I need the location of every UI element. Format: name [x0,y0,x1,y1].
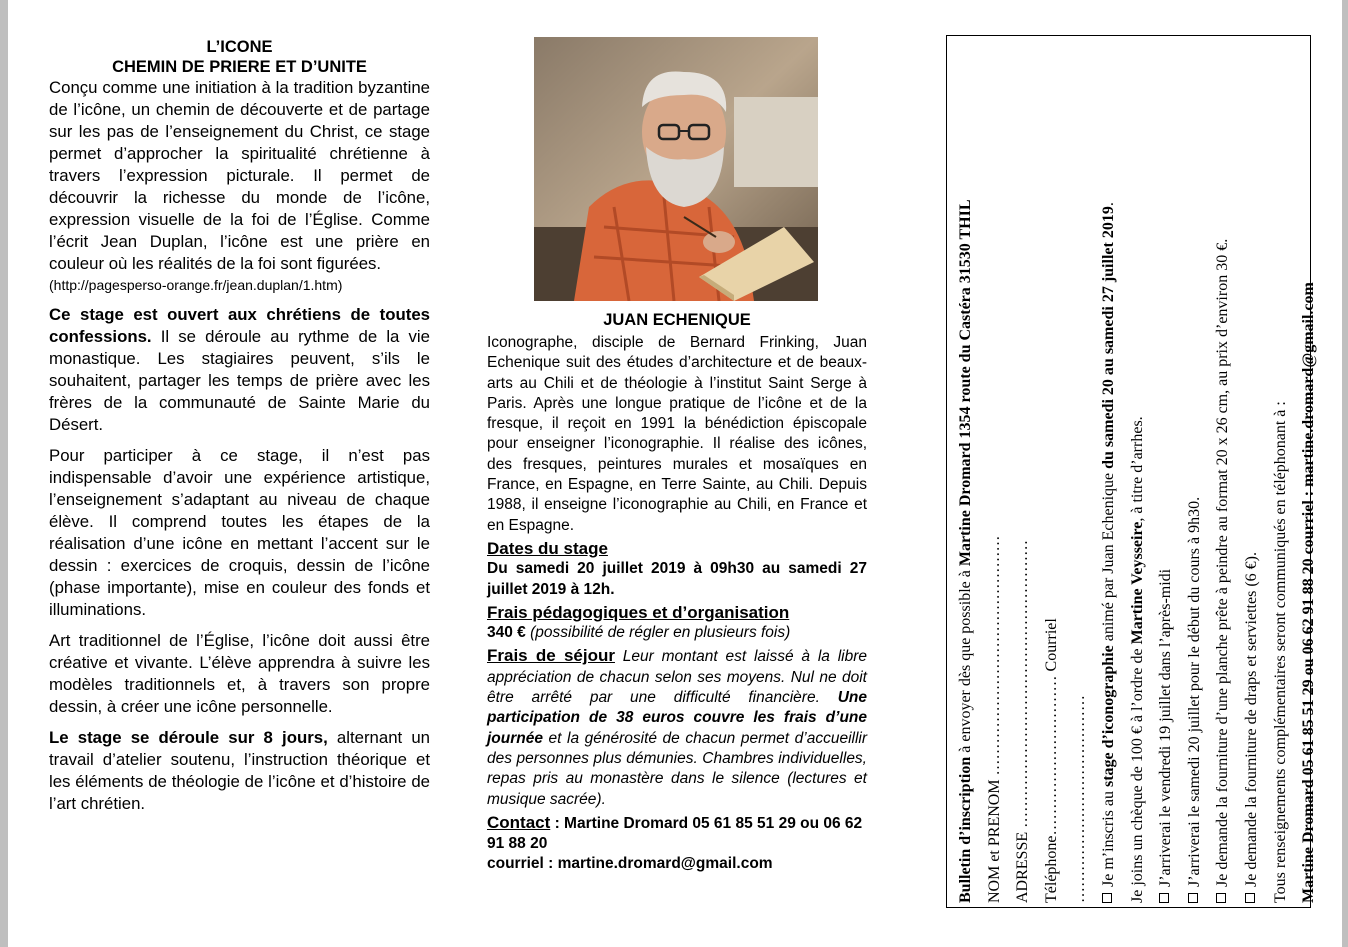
dates-heading: Dates du stage [487,538,608,558]
checkbox-icon[interactable] [1101,893,1111,903]
dates-text: Du samedi 20 juillet 2019 à 09h30 au samedi 27 juillet 2019 à 12h. [487,560,867,598]
option-arrive-saturday-text: J’arriverai le samedi 20 juillet pour le début du cours à 9h30. [1185,496,1203,887]
stay-text-1: Leur montant est laissé à la libre appréciation de chacun selon ses moyens. Nul ne doit être arrêté par une difficulté financière. [487,648,868,707]
participation-paragraph: Pour participer à ce stage, il n’est pas indispensable d’avoir une expérience artistique, l’enseignement s’adaptant au niveau de chaque élève. Il comprend toutes les étapes de la réalisation d’une icône en mettant l’accent sur le dessin : exercices de croquis, dessin de l’icône (phase importante), mise en couleur des fonds et illuminations. [49,446,430,619]
form-option-register[interactable] [1094,41,1123,903]
form-option-linen[interactable] [1237,41,1266,903]
form-info-line: Tous renseignements complémentaires seront communiqués en téléphonant à : [1271,400,1289,903]
artist-name: JUAN ECHENIQUE [603,311,751,329]
tradition-paragraph: Art traditionnel de l’Église, l’icône doit aussi être créative et vivante. L’élève apprendra à suivre les modèles traditionnels et, à travers son propre dessin, à créer une icône personnelle. [49,631,430,716]
form-option-arrive-saturday[interactable] [1180,41,1209,903]
window-frame-right [1342,0,1348,947]
contact-email: courriel : martine.dromard@gmail.com [487,855,773,873]
option-board-text: Je demande la fourniture d’une planche prête à peindre au format 20 x 26 cm, au prix d’environ 30 €. [1213,238,1231,887]
option-register-text-1: Je m’inscris au [1099,786,1117,887]
form-name-field[interactable]: NOM et PRENOM ……………………………………… [985,534,1003,903]
fees-note: (possibilité de régler en plusieurs fois) [525,624,791,642]
form-address-field[interactable]: ADRESSE ……………………………………………… [1013,539,1031,903]
option-register-text-2: animé par Juan Echenique [1099,468,1117,645]
form-option-board[interactable] [1209,41,1238,903]
artist-bio: Iconographe, disciple de Bernard Frinking, Juan Echenique suit des études d’architecture et de beaux-arts au Chili et de théologie à l’institut Saint Serge à Paris. Après une longue pratique de l’icône et de la fresque, il reçoit en 1991 la bénédiction épiscopale pour enseigner l’iconographie. Il réalise des icônes, des fresques, peintures murales et mosaïques en France, en Espagne, en Terre Sainte, au Chili. Depuis 1988, il enseigne l’iconographie au Chili, en France et en Espagne. [487,334,867,534]
form-deposit-line [1123,41,1152,903]
option-register-text-3: . [1099,201,1117,206]
duration-paragraph [49,727,430,815]
option-register-bold-2: du samedi 20 au samedi 27 juillet 2019 [1099,205,1117,469]
stay-heading: Frais de séjour [487,646,615,666]
deposit-text-1: Je joins un chèque de 100 € à l’ordre de [1128,643,1146,903]
deposit-text-2: , à titre d’arrhes. [1128,415,1146,522]
checkbox-icon[interactable] [1216,893,1226,903]
registration-form-content [952,41,1317,903]
duration-text: alternant un travail d’atelier soutenu, l’instruction théorique et les éléments de théologie de l’icône et d’histoire de l’art chrétien. [49,728,431,813]
iconographer-photo [534,37,818,301]
form-extra-field[interactable]: ………………………………… [1070,694,1088,903]
form-header-bold-1: Bulletin d’inscription [956,756,974,903]
contact-heading: Contact [487,812,551,832]
fees-amount: 340 € [487,624,526,642]
option-register-bold-1: stage d’iconographie [1099,644,1117,787]
form-header-bold-2: Martine Dromard 1354 route du Castéra 31530 THIL [956,198,974,566]
form-contact-line: Martine Dromard 05 61 85 51 29 ou 06 62 91 88 20 courriel : martine.dromard@gmail.com [1299,281,1317,903]
checkbox-icon[interactable] [1159,893,1169,903]
form-header [952,41,981,903]
openness-text: Il se déroule au rythme de la vie monastique. Les stagiaires peuvent, s’ils le souhaitent, partager les temps de prière avec les frères de la communauté de Sainte Marie du Désert. [49,327,430,434]
window-frame-left [0,0,8,947]
stay-text-2: Une participation de 38 euros couvre les frais d’une journée [487,689,867,747]
checkbox-icon[interactable] [1187,893,1197,903]
intro-paragraph: Conçu comme une initiation à la tradition byzantine de l’icône, un chemin de découverte et de partage sur les pas de l’enseignement du Christ, ce stage permet d’approcher la spiritualité chrétienne à travers l’expression picturale. Il permet de découvrir la richesse du monde de l’icône, expression visuelle de la foi de l’Église. Comme l’écrit Jean Duplan, l’icône est une prière en couleur où les réalités de la foi sont figurées. [49,78,430,273]
option-linen-text: Je demande la fourniture de draps et serviettes (6 €). [1242,551,1260,887]
stay-paragraph [487,646,867,809]
openness-bold: Ce stage est ouvert aux chrétiens de toutes confessions. [49,305,430,346]
registration-form [946,35,1317,908]
form-option-arrive-friday[interactable] [1152,41,1181,903]
left-column [49,37,430,815]
stay-text-3: et la générosité de chacun permet d’accueillir des personnes plus démunies. Chambres individuelles, repas pris au monastère dans le silence (lectures et musique sacrée). [487,729,867,808]
source-url: (http://pagesperso-orange.fr/jean.duplan/1.htm) [49,277,343,293]
checkbox-icon[interactable] [1244,893,1254,903]
title-line-1: L’ICONE [206,38,273,56]
contact-paragraph [487,813,867,855]
openness-paragraph [49,304,430,436]
contact-phones: : Martine Dromard 05 61 85 51 29 ou 06 62 91 88 20 [487,814,863,853]
option-arrive-friday-text: J’arriverai le vendredi 19 juillet dans l’après-midi [1156,568,1174,887]
fees-line [487,623,867,643]
deposit-bold: Martine Veysseire [1128,521,1146,644]
duration-bold: Le stage se déroule sur 8 jours, [49,728,328,747]
form-header-text: à envoyer dès que possible à [956,565,974,757]
form-phone-email-field[interactable]: Téléphone………………………… Courriel [1042,617,1060,903]
fees-heading: Frais pédagogiques et d’organisation [487,602,790,622]
middle-column [487,310,867,875]
title-line-2: CHEMIN DE PRIERE ET D’UNITE [112,58,367,76]
